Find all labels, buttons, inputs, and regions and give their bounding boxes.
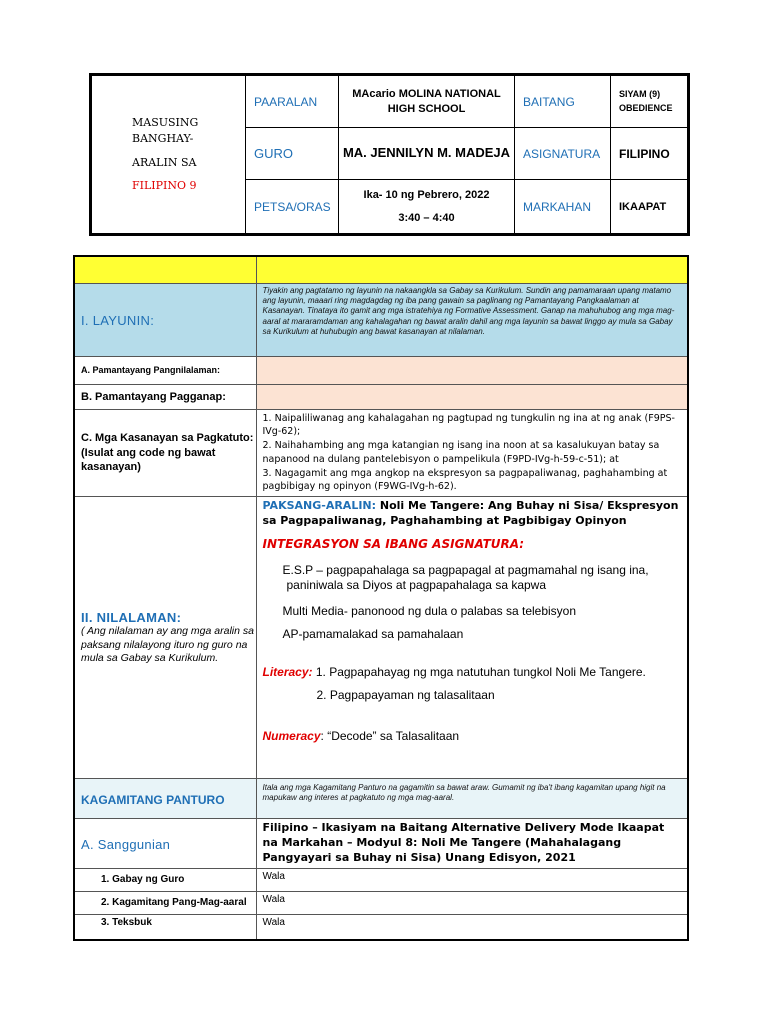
- kasanayan-label: C. Mga Kasanayan sa Pagkatuto: (Isulat ang code ng bawat kasanayan): [74, 409, 256, 497]
- header-table: [89, 73, 690, 236]
- integrasyon-label: INTEGRASYON SA IBANG ASIGNATURA:: [262, 536, 525, 551]
- baitang-value: SIYAM (9) OBEDIENCE: [611, 75, 689, 128]
- guro-value: MA. JENNILYN M. MADEJA: [339, 128, 515, 180]
- layunin-row: [74, 283, 688, 356]
- markahan-label: MARKAHAN: [515, 180, 611, 235]
- pangnilalaman-label: A. Pamantayang Pangnilalaman:: [74, 356, 256, 384]
- literacy-line: Literacy: 1. Pagpapahayag ng mga natutuhan tungkol Noli Me Tangere.: [262, 664, 646, 679]
- pangnilalaman-row: [74, 356, 688, 384]
- lesson-plan-title: MASUSING BANGHAY- ARALIN SA FILIPINO 9: [91, 75, 246, 235]
- kasanayan-list: [256, 409, 688, 497]
- yellow-header-row: [74, 256, 688, 283]
- table-row: 2. Kagamitang Pang-Mag-aaral Wala: [74, 891, 688, 914]
- kasanayan-item: 3. Nagagamit ang mga angkop na ekspresyon sa pagpapaliwanag, paghahambing at pagbibigay ng opinyon (F9WG-IVg-h-62).: [262, 467, 668, 493]
- kagamitang-text: Itala ang mga Kagamitang Panturo na gagamitin sa bawat araw. Gumamit ng iba't ibang kagamitan upang higit na mapukaw ang interes at pagkatuto ng mga mag-aaral.: [256, 779, 688, 819]
- sanggunian-row: [74, 819, 688, 869]
- layunin-text: Tiyakin ang pagtatamo ng layunin na nakaangkla sa Gabay sa Kurikulum. Sundin ang pamamaraan upang matamo ang layunin, maaari ring magdagdag ng iba pang gawain sa paglinang ng Pamantayang Pangkaalaman at Kasanayan. Tinataya ito gamit ang mga istratehiya ng Formative Assessment. Ganap na mahuhubog ang mga mag-aaral at mararamdaman ang kahalagahan ng bawat aralin dahil ang mga layunin sa bawat linggo ay mula sa Gabay sa Kurikulum at huhubugin ang bawat kasanayan at nilalaman.: [256, 283, 688, 356]
- esp-line-1: E.S.P – pagpapahalaga sa pagpapagal at pagmamahal ng isang ina,: [282, 562, 649, 577]
- petsa-label: PETSA/ORAS: [246, 180, 339, 235]
- baitang-label: BAITANG: [515, 75, 611, 128]
- pagganap-label: B. Pamantayang Pagganap:: [74, 384, 256, 409]
- esp-line-2: paniniwala sa Diyos at pagpapahalaga sa kapwa: [286, 578, 547, 593]
- kagamitang-label: KAGAMITANG PANTURO: [81, 793, 225, 808]
- paaralan-value: MAcario MOLINA NATIONAL HIGH SCHOOL: [339, 75, 515, 128]
- ap-line: AP-pamamalakad sa pamahalaan: [282, 626, 464, 641]
- sanggunian-label: A. Sanggunian: [81, 836, 171, 852]
- nilalaman-row: [74, 497, 688, 779]
- markahan-value: IKAAPAT: [611, 180, 689, 235]
- table-row: 1. Gabay ng Guro Wala: [74, 868, 688, 891]
- literacy-line-2: 2. Pagpapayaman ng talasalitaan: [316, 687, 495, 702]
- sanggunian-text: Filipino – Ikasiyam na Baitang Alternative Delivery Mode Ikaapat na Markahan – Modyul 8: Noli Me Tangere (Mahahalagang Pangyayari sa Buhay ni Sisa) Unang Edisyon, 2021: [256, 819, 688, 869]
- kasanayan-item: 2. Naihahambing ang mga katangian ng isang ina noon at sa kasalukuyan batay sa napanood na dulang pantelebisyon o pampelikula (F9PD-IVg-h-59-c-51); at: [262, 440, 660, 465]
- nilalaman-sub: ( Ang nilalaman ay ang mga aralin sa paksang nilalayong ituro ng guro na mula sa Gabay sa Kurikulum.: [81, 625, 254, 664]
- layunin-label: I. LAYUNIN:: [81, 313, 155, 328]
- numeracy-line: Numeracy: “Decode” sa Talasalitaan: [262, 728, 460, 743]
- kasanayan-row: [74, 409, 688, 497]
- asignatura-value: FILIPINO: [611, 128, 689, 180]
- asignatura-label: ASIGNATURA: [515, 128, 611, 180]
- paksa-aralin: PAKSANG-ARALIN: Noli Me Tangere: Ang Buhay ni Sisa/ Ekspresyon sa Pagpapaliwanag, Paghahambing at Pagbibigay Opinyon: [262, 499, 679, 527]
- table-row: 3. Teksbuk Wala: [74, 914, 688, 940]
- guro-label: GURO: [246, 128, 339, 180]
- kagamitang-row: [74, 779, 688, 819]
- nilalaman-label: II. NILALAMAN:: [81, 610, 182, 626]
- pagganap-row: [74, 384, 688, 409]
- petsa-value: Ika- 10 ng Pebrero, 2022 3:40 – 4:40: [339, 180, 515, 235]
- kasanayan-item: 1. Naipaliliwanag ang kahalagahan ng pagtupad ng tungkulin ng ina at ng anak (F9PS-IVg-62);: [262, 412, 675, 438]
- paaralan-label: PAARALAN: [246, 75, 339, 128]
- multimedia-line: Multi Media- panonood ng dula o palabas sa telebisyon: [282, 603, 577, 618]
- lesson-table: [73, 255, 689, 941]
